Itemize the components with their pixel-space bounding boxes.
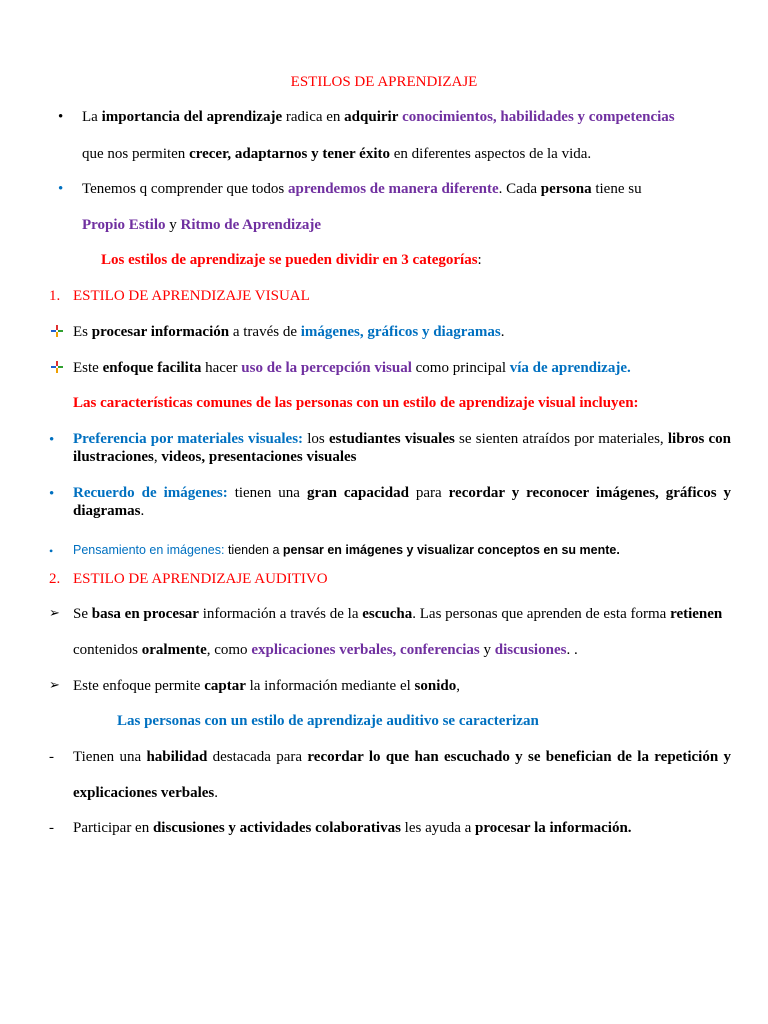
text-bold: procesar la información. [475, 820, 632, 836]
text-bold: recordar lo que han escuchado y se benefician de la repetición y [307, 749, 731, 765]
text: tienen una [227, 485, 307, 501]
section-2-bullet-2 [73, 677, 460, 695]
dash-marker: - [49, 820, 54, 836]
text-highlight: explicaciones verbales, conferencias [251, 642, 480, 658]
section-2-subheading: Las personas con un estilo de aprendizaje auditivo se caracterizan [117, 713, 539, 729]
text-highlight: vía de aprendizaje. [509, 360, 631, 376]
intro-paragraph-1-continued [82, 145, 591, 163]
text-bold: adquirir [344, 109, 399, 125]
text: los [303, 431, 329, 447]
text-highlight: Propio Estilo [82, 217, 166, 233]
section-1-bullet-2 [73, 359, 631, 377]
text-bold: persona [540, 181, 592, 197]
arrow-bullet-icon: ➢ [49, 678, 60, 693]
text-bold: estudiantes visuales [328, 431, 455, 447]
text: Este [73, 360, 103, 376]
categories-heading [101, 251, 482, 269]
text-highlight: Recuerdo de imágenes: [73, 485, 228, 501]
text: hacer [201, 360, 242, 376]
text: Participar en [73, 820, 153, 836]
text-bold: escucha [362, 606, 413, 622]
section-1-point-1 [73, 430, 731, 466]
text: , [153, 449, 162, 465]
text: . [214, 785, 218, 801]
intro-paragraph-2-continued [82, 216, 321, 234]
text: : [477, 252, 482, 268]
section-1-title: ESTILO DE APRENDIZAJE VISUAL [73, 288, 310, 304]
text: tiene su [591, 181, 642, 197]
text: destacada para [207, 749, 308, 765]
text-highlight: aprendemos de manera diferente [287, 181, 499, 197]
section-1-point-2 [73, 484, 731, 520]
text-bold: enfoque facilita [102, 360, 202, 376]
text: , como [206, 642, 252, 658]
section-2-bullet-1-continued [73, 641, 578, 659]
section-2-item-2 [73, 819, 632, 837]
text: . Cada [498, 181, 541, 197]
text-highlight: uso de la percepción visual [241, 360, 412, 376]
text-bold: gran capacidad [306, 485, 409, 501]
text-highlight: imágenes, gráficos y diagramas [300, 324, 501, 340]
section-1-point-3 [73, 541, 620, 559]
text: Se [73, 606, 92, 622]
section-2-title: ESTILO DE APRENDIZAJE AUDITIVO [73, 571, 328, 587]
text: Tenemos q comprender que todos [82, 181, 288, 197]
section-2-item-1 [73, 748, 731, 766]
text: que nos permiten [82, 146, 190, 162]
text: en diferentes aspectos de la vida. [390, 146, 592, 162]
bullet-marker: • [49, 486, 55, 502]
text: tienden a [224, 543, 283, 557]
text: , [456, 678, 460, 694]
text-highlight: Preferencia por materiales visuales: [73, 431, 304, 447]
text: Tienen una [73, 749, 147, 765]
text: la información mediante el [245, 678, 415, 694]
text-bold: habilidad [146, 749, 208, 765]
dash-marker: - [49, 749, 54, 765]
text: contenidos [73, 642, 142, 658]
text-highlight: Ritmo de Aprendizaje [180, 217, 322, 233]
text: y [165, 217, 181, 233]
four-color-arrow-bullet-icon [51, 361, 63, 378]
bullet-marker: • [58, 181, 64, 197]
bullet-marker: • [49, 432, 55, 448]
text: Es [73, 324, 92, 340]
text-bold: oralmente [141, 642, 207, 658]
text: para [408, 485, 449, 501]
text-bold: crecer, adaptarnos y tener éxito [189, 146, 390, 162]
text-highlight: discusiones [494, 642, 567, 658]
text-bold: recordar y reconocer imágenes, gráficos y diagramas [73, 485, 732, 519]
text-bold: explicaciones verbales [73, 785, 215, 801]
page-title: ESTILOS DE APRENDIZAJE [290, 74, 478, 90]
text: como principal [411, 360, 510, 376]
section-1-subheading: Las características comunes de las personas con un estilo de aprendizaje visual incluyen: [73, 395, 639, 411]
text-bold: basa en procesar [91, 606, 199, 622]
section-number: 2. [49, 571, 61, 587]
text: . Las personas que aprenden de esta forma [412, 606, 671, 622]
text-highlight: Los estilos de aprendizaje se pueden dividir en 3 categorías [101, 252, 478, 268]
bullet-marker: • [49, 544, 54, 558]
text: y [479, 642, 495, 658]
text-bold: importancia del aprendizaje [101, 109, 283, 125]
four-color-arrow-bullet-icon [51, 325, 63, 342]
section-1-bullet-1 [73, 323, 504, 341]
arrow-bullet-icon: ➢ [49, 606, 60, 621]
bullet-marker: • [58, 109, 64, 125]
text-bold: libros con ilustraciones [73, 431, 731, 465]
text: información a través de la [198, 606, 363, 622]
text-bold: discusiones y actividades colaborativas [152, 820, 401, 836]
section-number: 1. [49, 288, 61, 304]
text-bold: videos, presentaciones visuales [161, 449, 357, 465]
text: les ayuda a [400, 820, 476, 836]
text-highlight: Pensamiento en imágenes: [73, 543, 225, 557]
text-bold: pensar en imágenes y visualizar conceptos en su mente. [282, 543, 620, 557]
text: . . [566, 642, 578, 658]
intro-paragraph-2 [82, 180, 642, 198]
text-bold: procesar información [91, 324, 230, 340]
text-bold: captar [204, 678, 246, 694]
text: radica en [282, 109, 345, 125]
text: se sienten atraídos por materiales, [454, 431, 668, 447]
text: a través de [229, 324, 301, 340]
section-2-item-1-continued [73, 784, 218, 802]
text-bold: sonido [414, 678, 457, 694]
intro-paragraph-1 [82, 108, 675, 126]
text: Este enfoque permite [73, 678, 205, 694]
text-bold: retienen [670, 606, 723, 622]
text: . [140, 503, 145, 519]
text: . [500, 324, 505, 340]
text-highlight: conocimientos, habilidades y competencias [402, 109, 675, 125]
text: La [82, 109, 102, 125]
section-2-bullet-1 [73, 605, 722, 623]
